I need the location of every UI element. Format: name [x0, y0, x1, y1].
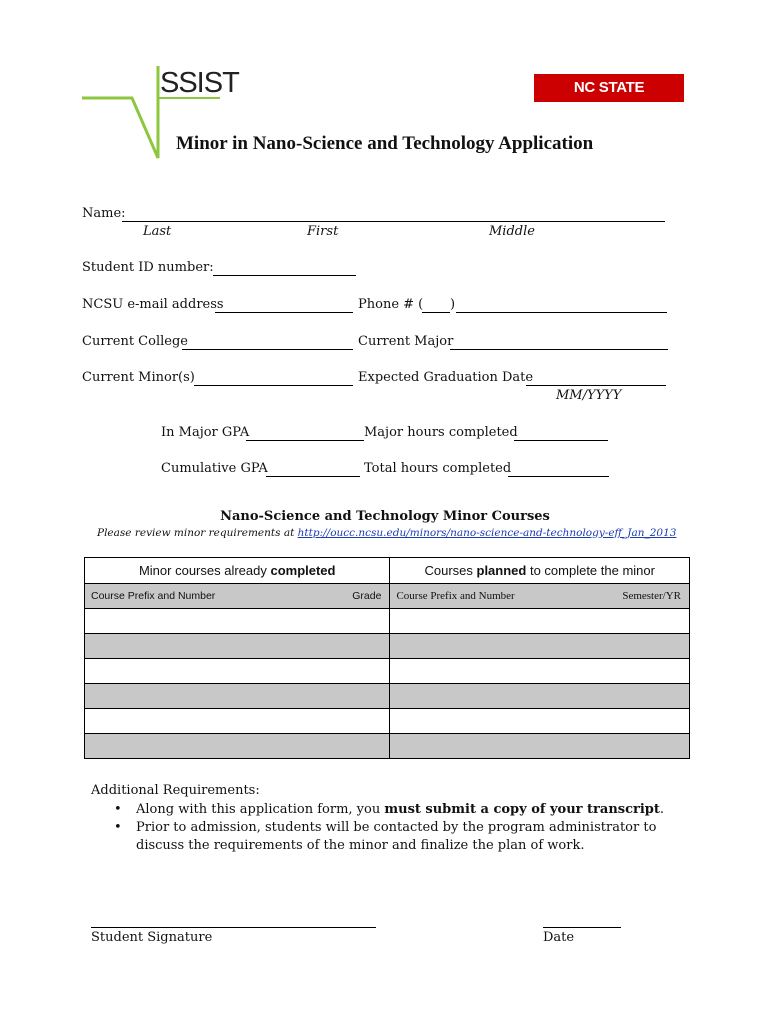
name-field[interactable] — [122, 221, 665, 222]
major-hours-field[interactable] — [514, 440, 608, 441]
completed-course-cell[interactable] — [85, 709, 390, 734]
planned-course-cell[interactable] — [390, 659, 690, 684]
signature-label: Student Signature — [91, 930, 213, 945]
name-first-caption: First — [307, 224, 339, 239]
courses-heading: Nano-Science and Technology Minor Courses — [220, 509, 550, 524]
completed-course-cell[interactable] — [85, 634, 390, 659]
requirement-item: • Along with this application form, you must submit a copy of your transcript. — [108, 801, 668, 819]
planned-course-cell[interactable] — [390, 734, 690, 759]
planned-course-cell[interactable] — [390, 609, 690, 634]
cumulative-gpa-label: Cumulative GPA — [161, 461, 268, 476]
ssist-logo-text: SSIST — [160, 67, 239, 99]
completed-course-cell[interactable] — [85, 734, 390, 759]
planned-subheader: Course Prefix and Number Semester/YR — [390, 584, 690, 609]
graduation-label: Expected Graduation Date — [358, 370, 534, 385]
planned-course-cell[interactable] — [390, 684, 690, 709]
completed-subheader: Course Prefix and Number Grade — [85, 584, 390, 609]
completed-course-cell[interactable] — [85, 609, 390, 634]
major-gpa-field[interactable] — [246, 440, 364, 441]
major-hours-label: Major hours completed — [364, 425, 518, 440]
student-id-field[interactable] — [213, 275, 356, 276]
courses-table — [84, 557, 690, 759]
college-label: Current College — [82, 334, 188, 349]
email-field[interactable] — [215, 312, 353, 313]
major-gpa-label: In Major GPA — [161, 425, 250, 440]
ncsu-logo: NC STATE UNIVERSITY — [534, 74, 684, 102]
completed-course-cell[interactable] — [85, 659, 390, 684]
date-line[interactable] — [543, 927, 621, 928]
graduation-field[interactable] — [526, 385, 666, 386]
phone-close-paren: ) — [450, 297, 456, 312]
major-field[interactable] — [450, 349, 668, 350]
planned-header: Courses planned to complete the minor — [390, 558, 690, 584]
requirements-list — [108, 801, 668, 855]
page-title: Minor in Nano-Science and Technology Application — [176, 133, 594, 154]
planned-course-cell[interactable] — [390, 634, 690, 659]
requirement-item: • Prior to admission, students will be contacted by the program administrator to discuss the requirements of the minor and finalize the plan of work. — [108, 819, 668, 855]
review-note: Please review minor requirements at http://oucc.ncsu.edu/minors/nano-science-and-technology-eff_Jan_2013 — [97, 527, 677, 539]
minors-field[interactable] — [194, 385, 353, 386]
signature-line[interactable] — [91, 927, 376, 928]
name-last-caption: Last — [143, 224, 172, 239]
requirements-link[interactable]: http://oucc.ncsu.edu/minors/nano-science-and-technology-eff_Jan_2013 — [297, 527, 677, 539]
date-label: Date — [543, 930, 575, 945]
completed-header: Minor courses already completed — [85, 558, 390, 584]
completed-course-cell[interactable] — [85, 684, 390, 709]
planned-course-cell[interactable] — [390, 709, 690, 734]
major-label: Current Major — [358, 334, 454, 349]
total-hours-field[interactable] — [508, 476, 609, 477]
graduation-format-caption: MM/YYYY — [556, 388, 622, 403]
college-field[interactable] — [182, 349, 353, 350]
student-id-label: Student ID number: — [82, 260, 214, 275]
total-hours-label: Total hours completed — [364, 461, 512, 476]
cumulative-gpa-field[interactable] — [266, 476, 360, 477]
minors-label: Current Minor(s) — [82, 370, 195, 385]
additional-requirements-label: Additional Requirements: — [91, 783, 260, 798]
email-label: NCSU e-mail address — [82, 297, 224, 312]
phone-area-field[interactable] — [422, 312, 450, 313]
phone-label: Phone # ( — [358, 297, 424, 312]
phone-field[interactable] — [456, 312, 667, 313]
name-label: Name: — [82, 206, 126, 221]
name-middle-caption: Middle — [489, 224, 535, 239]
